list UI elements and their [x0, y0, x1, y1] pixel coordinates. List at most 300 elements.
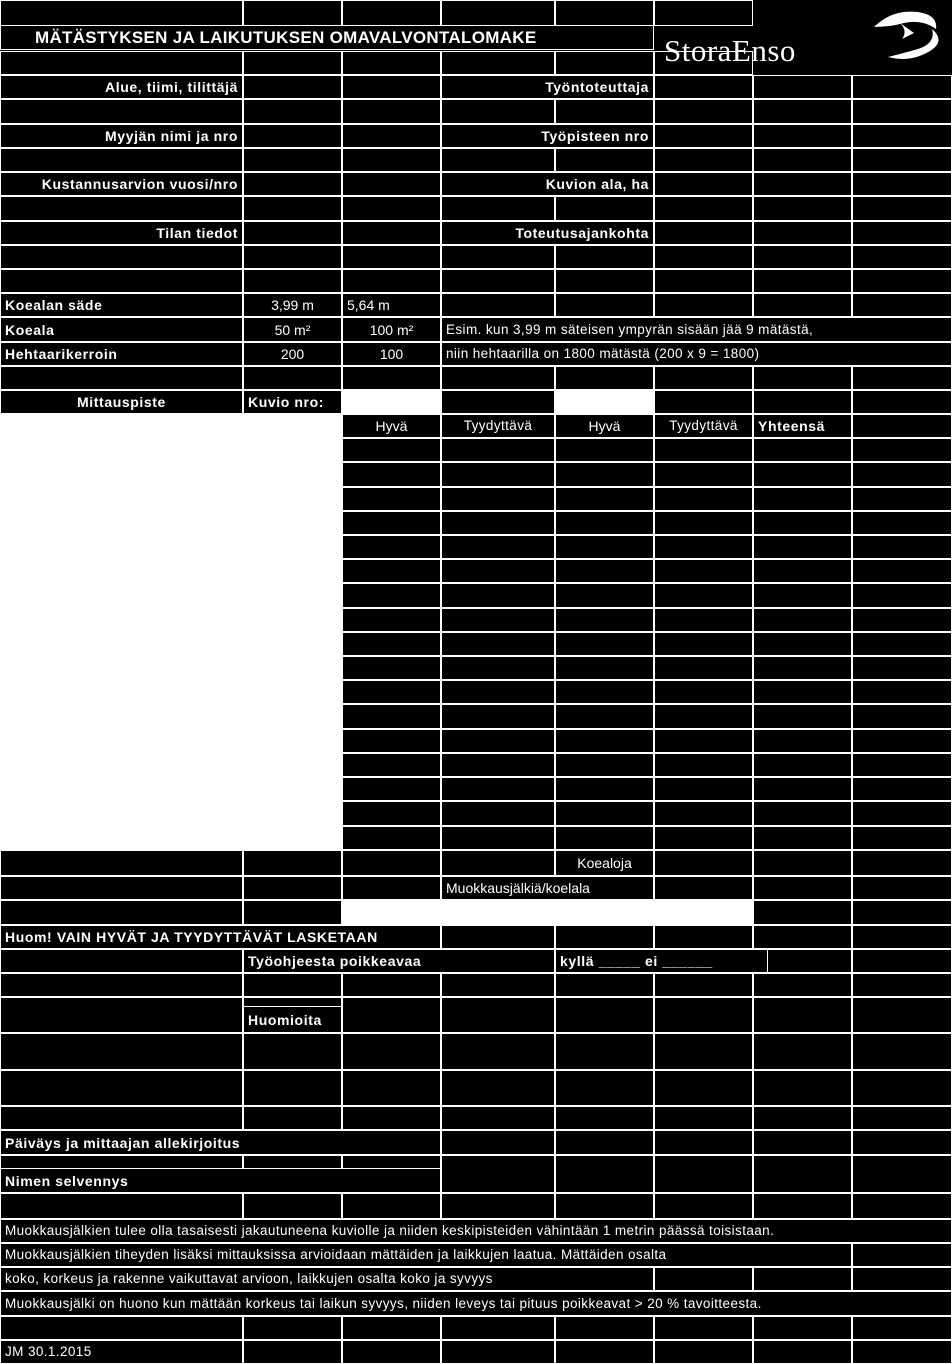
- grid-cell[interactable]: [852, 949, 952, 973]
- grid-cell[interactable]: [654, 1130, 753, 1155]
- grid-cell[interactable]: [654, 583, 753, 608]
- grid-cell[interactable]: [441, 1340, 555, 1364]
- grid-cell[interactable]: [654, 535, 753, 559]
- grid-cell[interactable]: [342, 487, 441, 511]
- grid-cell[interactable]: [654, 269, 753, 293]
- grid-cell[interactable]: [555, 269, 654, 293]
- grid-cell[interactable]: [753, 462, 852, 487]
- grid-cell[interactable]: [555, 1130, 654, 1155]
- grid-cell[interactable]: [852, 99, 952, 124]
- grid-cell[interactable]: [555, 293, 654, 317]
- grid-cell[interactable]: [753, 632, 852, 656]
- grid-cell[interactable]: [243, 172, 342, 196]
- grid-cell[interactable]: [852, 1033, 952, 1070]
- grid-cell[interactable]: [852, 75, 952, 99]
- grid-cell[interactable]: [441, 704, 555, 729]
- grid-cell[interactable]: [555, 1340, 654, 1364]
- grid-cell[interactable]: [654, 462, 753, 487]
- grid-cell[interactable]: [852, 269, 952, 293]
- grid-cell[interactable]: [654, 245, 753, 269]
- grid-cell[interactable]: [555, 51, 654, 75]
- grid-cell[interactable]: [342, 876, 441, 900]
- grid-cell[interactable]: [852, 632, 952, 656]
- grid-cell[interactable]: [555, 1193, 654, 1219]
- grid-cell[interactable]: [753, 293, 852, 317]
- grid-cell[interactable]: [243, 1033, 342, 1070]
- grid-cell[interactable]: [441, 390, 555, 414]
- grid-cell[interactable]: [342, 801, 441, 826]
- grid-cell[interactable]: [852, 559, 952, 583]
- grid-cell[interactable]: [555, 487, 654, 511]
- grid-cell[interactable]: [342, 124, 441, 148]
- grid-cell[interactable]: [0, 1106, 243, 1130]
- grid-cell[interactable]: [654, 1070, 753, 1106]
- grid-cell[interactable]: [342, 1106, 441, 1130]
- grid-cell[interactable]: [342, 196, 441, 221]
- grid-cell[interactable]: [753, 801, 852, 826]
- grid-cell[interactable]: [342, 608, 441, 632]
- grid-cell[interactable]: [342, 777, 441, 801]
- grid-cell[interactable]: [753, 269, 852, 293]
- grid-cell[interactable]: [852, 390, 952, 414]
- grid-cell[interactable]: [342, 99, 441, 124]
- grid-cell[interactable]: [654, 850, 753, 876]
- grid-cell[interactable]: [654, 876, 753, 900]
- grid-cell[interactable]: [753, 680, 852, 704]
- grid-cell[interactable]: [654, 511, 753, 535]
- grid-cell[interactable]: [852, 1106, 952, 1130]
- grid-cell[interactable]: [753, 245, 852, 269]
- grid-cell[interactable]: [654, 559, 753, 583]
- grid-cell[interactable]: [852, 1130, 952, 1155]
- grid-cell[interactable]: [243, 366, 342, 390]
- grid-cell[interactable]: [441, 1316, 555, 1340]
- grid-cell[interactable]: [654, 1106, 753, 1130]
- grid-cell[interactable]: [555, 1316, 654, 1340]
- grid-cell[interactable]: [441, 997, 555, 1033]
- grid-cell[interactable]: [0, 1193, 243, 1219]
- grid-cell[interactable]: [852, 1267, 952, 1291]
- grid-cell[interactable]: [555, 704, 654, 729]
- grid-cell[interactable]: [243, 1070, 342, 1106]
- kuvio-input-1[interactable]: [342, 390, 441, 414]
- grid-cell[interactable]: [654, 293, 753, 317]
- grid-cell[interactable]: [852, 221, 952, 245]
- grid-cell[interactable]: [753, 729, 852, 753]
- grid-cell[interactable]: [342, 462, 441, 487]
- grid-cell[interactable]: [852, 1316, 952, 1340]
- grid-cell[interactable]: [555, 1106, 654, 1130]
- grid-cell[interactable]: [243, 148, 342, 172]
- grid-cell[interactable]: [654, 1340, 753, 1364]
- grid-cell[interactable]: [852, 1340, 952, 1364]
- grid-cell[interactable]: [753, 559, 852, 583]
- grid-cell[interactable]: [0, 1316, 243, 1340]
- grid-cell[interactable]: [555, 559, 654, 583]
- grid-cell[interactable]: [441, 1106, 555, 1130]
- grid-cell[interactable]: [654, 196, 753, 221]
- grid-cell[interactable]: [243, 1106, 342, 1130]
- grid-cell[interactable]: [342, 680, 441, 704]
- grid-cell[interactable]: [753, 900, 852, 925]
- grid-cell[interactable]: [753, 124, 852, 148]
- grid-cell[interactable]: [555, 99, 654, 124]
- grid-cell[interactable]: [753, 1130, 852, 1155]
- grid-cell[interactable]: [654, 487, 753, 511]
- grid-cell[interactable]: [852, 704, 952, 729]
- grid-cell[interactable]: [753, 148, 852, 172]
- grid-cell[interactable]: [555, 245, 654, 269]
- grid-cell[interactable]: [243, 99, 342, 124]
- grid-cell[interactable]: [441, 632, 555, 656]
- grid-cell[interactable]: [852, 366, 952, 390]
- grid-cell[interactable]: [555, 656, 654, 680]
- grid-cell[interactable]: [342, 269, 441, 293]
- grid-cell[interactable]: [0, 99, 243, 124]
- grid-cell[interactable]: [555, 366, 654, 390]
- col-tyydyttava-1: Tyydyttävä: [441, 414, 555, 438]
- grid-cell[interactable]: [441, 826, 555, 850]
- muokkaus-result-bar[interactable]: [342, 900, 753, 925]
- grid-cell[interactable]: [342, 632, 441, 656]
- grid-cell[interactable]: [852, 535, 952, 559]
- grid-cell[interactable]: [243, 900, 342, 925]
- grid-cell[interactable]: [555, 753, 654, 777]
- grid-cell[interactable]: [441, 462, 555, 487]
- grid-cell[interactable]: [555, 535, 654, 559]
- grid-cell[interactable]: [753, 1070, 852, 1106]
- grid-cell[interactable]: [654, 973, 753, 997]
- grid-cell[interactable]: [0, 900, 243, 925]
- grid-cell[interactable]: [243, 51, 342, 75]
- grid-cell[interactable]: [342, 0, 441, 26]
- grid-cell[interactable]: [654, 390, 753, 414]
- grid-cell[interactable]: [0, 51, 243, 75]
- grid-cell[interactable]: [0, 997, 243, 1033]
- grid-cell[interactable]: [441, 293, 555, 317]
- grid-cell[interactable]: [852, 1193, 952, 1219]
- grid-cell[interactable]: [753, 511, 852, 535]
- grid-cell[interactable]: [0, 876, 243, 900]
- grid-cell[interactable]: [753, 487, 852, 511]
- grid-cell[interactable]: [0, 245, 243, 269]
- grid-cell[interactable]: [555, 1033, 654, 1070]
- grid-cell[interactable]: [441, 973, 555, 997]
- grid-cell[interactable]: [555, 680, 654, 704]
- grid-cell[interactable]: [342, 997, 441, 1033]
- grid-cell[interactable]: [555, 148, 654, 172]
- grid-cell[interactable]: [342, 704, 441, 729]
- grid-cell[interactable]: [753, 366, 852, 390]
- grid-cell[interactable]: [852, 511, 952, 535]
- grid-cell[interactable]: [243, 124, 342, 148]
- grid-cell[interactable]: [753, 75, 852, 99]
- grid-cell[interactable]: [555, 511, 654, 535]
- grid-cell[interactable]: [243, 876, 342, 900]
- grid-cell[interactable]: [555, 1155, 654, 1193]
- grid-cell[interactable]: [243, 269, 342, 293]
- grid-cell[interactable]: [342, 51, 441, 75]
- grid-cell[interactable]: [753, 1033, 852, 1070]
- grid-cell[interactable]: [441, 0, 555, 26]
- grid-cell[interactable]: [342, 826, 441, 850]
- grid-cell[interactable]: [441, 51, 555, 75]
- grid-cell[interactable]: [654, 801, 753, 826]
- grid-cell[interactable]: [441, 535, 555, 559]
- grid-cell[interactable]: [654, 221, 753, 245]
- grid-cell[interactable]: [654, 172, 753, 196]
- grid-cell[interactable]: [654, 777, 753, 801]
- grid-cell[interactable]: [342, 511, 441, 535]
- grid-cell[interactable]: [342, 172, 441, 196]
- grid-cell[interactable]: [441, 1070, 555, 1106]
- grid-cell[interactable]: [852, 608, 952, 632]
- grid-cell[interactable]: [654, 704, 753, 729]
- grid-cell[interactable]: [753, 925, 852, 949]
- grid-cell[interactable]: [441, 753, 555, 777]
- grid-cell[interactable]: [441, 925, 555, 949]
- grid-cell[interactable]: [441, 1193, 555, 1219]
- label-koealan-sade: Koealan säde: [0, 293, 243, 317]
- grid-cell[interactable]: [753, 826, 852, 850]
- grid-cell[interactable]: [441, 196, 555, 221]
- grid-cell[interactable]: [342, 1033, 441, 1070]
- grid-cell[interactable]: [654, 608, 753, 632]
- grid-cell[interactable]: [555, 196, 654, 221]
- grid-cell[interactable]: [0, 1033, 243, 1070]
- grid-cell[interactable]: [441, 850, 555, 876]
- grid-cell[interactable]: [753, 438, 852, 462]
- grid-cell[interactable]: [852, 1243, 952, 1267]
- grid-cell[interactable]: [852, 196, 952, 221]
- grid-cell[interactable]: [852, 1070, 952, 1106]
- grid-cell[interactable]: [342, 438, 441, 462]
- grid-cell[interactable]: [441, 1033, 555, 1070]
- grid-cell[interactable]: [654, 148, 753, 172]
- grid-cell[interactable]: [243, 221, 342, 245]
- grid-cell[interactable]: [852, 900, 952, 925]
- grid-cell[interactable]: [342, 753, 441, 777]
- grid-cell[interactable]: [852, 414, 952, 438]
- grid-cell[interactable]: [342, 729, 441, 753]
- grid-cell[interactable]: [0, 366, 243, 390]
- grid-cell[interactable]: [342, 535, 441, 559]
- grid-cell[interactable]: [342, 973, 441, 997]
- measurement-point-area[interactable]: [0, 414, 342, 850]
- grid-cell[interactable]: [555, 973, 654, 997]
- grid-cell[interactable]: [441, 801, 555, 826]
- grid-cell[interactable]: [441, 680, 555, 704]
- grid-cell[interactable]: [342, 1316, 441, 1340]
- grid-cell[interactable]: [342, 1193, 441, 1219]
- grid-cell[interactable]: [654, 1155, 753, 1193]
- grid-cell[interactable]: [441, 559, 555, 583]
- kuvio-input-2[interactable]: [555, 390, 654, 414]
- grid-cell[interactable]: [342, 1340, 441, 1364]
- grid-cell[interactable]: [852, 656, 952, 680]
- grid-cell[interactable]: [555, 729, 654, 753]
- grid-cell[interactable]: [852, 753, 952, 777]
- grid-cell[interactable]: [753, 1155, 852, 1193]
- grid-cell[interactable]: [753, 753, 852, 777]
- grid-cell[interactable]: [852, 997, 952, 1033]
- grid-cell[interactable]: [753, 583, 852, 608]
- grid-cell[interactable]: [342, 75, 441, 99]
- grid-cell[interactable]: [555, 777, 654, 801]
- grid-cell[interactable]: [0, 269, 243, 293]
- grid-cell[interactable]: [852, 245, 952, 269]
- grid-cell[interactable]: [441, 729, 555, 753]
- grid-cell[interactable]: [0, 1070, 243, 1106]
- grid-cell[interactable]: [555, 925, 654, 949]
- grid-cell[interactable]: [441, 608, 555, 632]
- grid-cell[interactable]: [852, 876, 952, 900]
- grid-cell[interactable]: [654, 75, 753, 99]
- grid-cell[interactable]: [555, 801, 654, 826]
- grid-cell[interactable]: [243, 1316, 342, 1340]
- grid-cell[interactable]: [441, 245, 555, 269]
- grid-cell[interactable]: [342, 221, 441, 245]
- grid-cell[interactable]: [555, 583, 654, 608]
- grid-cell[interactable]: [441, 487, 555, 511]
- grid-cell[interactable]: [753, 99, 852, 124]
- grid-cell[interactable]: [852, 801, 952, 826]
- grid-cell[interactable]: [243, 850, 342, 876]
- grid-cell[interactable]: [555, 462, 654, 487]
- grid-cell[interactable]: [753, 1316, 852, 1340]
- grid-cell[interactable]: [654, 729, 753, 753]
- grid-cell[interactable]: [852, 850, 952, 876]
- grid-cell[interactable]: [753, 997, 852, 1033]
- grid-cell[interactable]: [243, 0, 342, 26]
- grid-cell[interactable]: [654, 366, 753, 390]
- grid-cell[interactable]: [654, 1267, 753, 1291]
- grid-cell[interactable]: [753, 850, 852, 876]
- grid-cell[interactable]: [243, 245, 342, 269]
- grid-cell[interactable]: [852, 438, 952, 462]
- grid-cell[interactable]: [852, 680, 952, 704]
- grid-cell[interactable]: [441, 656, 555, 680]
- grid-cell[interactable]: [243, 1193, 342, 1219]
- col-hyva-2: Hyvä: [555, 414, 654, 438]
- grid-cell[interactable]: [555, 438, 654, 462]
- grid-cell[interactable]: [342, 656, 441, 680]
- footer-version: JM 30.1.2015: [0, 1340, 243, 1364]
- grid-cell[interactable]: [441, 511, 555, 535]
- grid-cell[interactable]: [441, 269, 555, 293]
- grid-cell[interactable]: [753, 777, 852, 801]
- grid-cell[interactable]: [852, 172, 952, 196]
- grid-cell[interactable]: [654, 826, 753, 850]
- grid-cell[interactable]: [654, 925, 753, 949]
- grid-cell[interactable]: [654, 632, 753, 656]
- grid-cell[interactable]: [753, 1267, 852, 1291]
- grid-cell[interactable]: [852, 973, 952, 997]
- grid-cell[interactable]: [342, 583, 441, 608]
- grid-cell[interactable]: [852, 729, 952, 753]
- grid-cell[interactable]: [0, 196, 243, 221]
- grid-cell[interactable]: [654, 997, 753, 1033]
- grid-cell[interactable]: [342, 1070, 441, 1106]
- grid-cell[interactable]: [654, 1033, 753, 1070]
- grid-cell[interactable]: [753, 1106, 852, 1130]
- grid-cell[interactable]: [0, 0, 243, 26]
- grid-cell[interactable]: [441, 777, 555, 801]
- grid-cell[interactable]: [852, 487, 952, 511]
- info-line-3: koko, korkeus ja rakenne vaikuttavat arvioon, laikkujen osalta koko ja syvyys: [0, 1267, 654, 1291]
- grid-cell[interactable]: [753, 1340, 852, 1364]
- grid-cell[interactable]: [342, 245, 441, 269]
- grid-cell[interactable]: [441, 366, 555, 390]
- grid-cell[interactable]: [654, 656, 753, 680]
- grid-cell[interactable]: [654, 124, 753, 148]
- grid-cell[interactable]: [0, 973, 243, 997]
- grid-cell[interactable]: [555, 997, 654, 1033]
- grid-cell[interactable]: [753, 172, 852, 196]
- grid-cell[interactable]: [243, 973, 342, 997]
- grid-cell[interactable]: [243, 1340, 342, 1364]
- grid-cell[interactable]: [0, 148, 243, 172]
- grid-cell[interactable]: [753, 608, 852, 632]
- grid-cell[interactable]: [0, 949, 243, 973]
- grid-cell[interactable]: [555, 632, 654, 656]
- grid-cell[interactable]: [753, 390, 852, 414]
- grid-cell[interactable]: [441, 438, 555, 462]
- grid-cell[interactable]: [852, 1155, 952, 1193]
- grid-cell[interactable]: [342, 559, 441, 583]
- grid-cell[interactable]: [441, 148, 555, 172]
- grid-cell[interactable]: [852, 462, 952, 487]
- grid-cell[interactable]: [852, 124, 952, 148]
- grid-cell[interactable]: [753, 876, 852, 900]
- grid-cell[interactable]: [441, 99, 555, 124]
- grid-cell[interactable]: [243, 75, 342, 99]
- grid-cell[interactable]: [654, 1193, 753, 1219]
- grid-cell[interactable]: [753, 656, 852, 680]
- grid-cell[interactable]: [852, 583, 952, 608]
- grid-cell[interactable]: [852, 293, 952, 317]
- grid-cell[interactable]: [753, 973, 852, 997]
- grid-cell[interactable]: [654, 438, 753, 462]
- grid-cell[interactable]: [441, 583, 555, 608]
- grid-cell[interactable]: [753, 1193, 852, 1219]
- grid-cell[interactable]: [753, 221, 852, 245]
- grid-cell[interactable]: [0, 850, 243, 876]
- grid-cell[interactable]: [555, 608, 654, 632]
- grid-cell[interactable]: [852, 777, 952, 801]
- grid-cell[interactable]: [753, 196, 852, 221]
- grid-cell[interactable]: [243, 196, 342, 221]
- grid-cell[interactable]: [852, 925, 952, 949]
- grid-cell[interactable]: [555, 0, 654, 26]
- grid-cell[interactable]: [753, 535, 852, 559]
- grid-cell[interactable]: [555, 1070, 654, 1106]
- label-paivays: Päiväys ja mittaajan allekirjoitus: [0, 1130, 441, 1155]
- grid-cell[interactable]: [654, 99, 753, 124]
- grid-cell[interactable]: [852, 826, 952, 850]
- grid-cell[interactable]: [342, 850, 441, 876]
- grid-cell[interactable]: [654, 1316, 753, 1340]
- grid-cell[interactable]: [441, 1130, 555, 1155]
- grid-cell[interactable]: [654, 680, 753, 704]
- grid-cell[interactable]: [441, 1155, 555, 1193]
- grid-cell[interactable]: [342, 366, 441, 390]
- grid-cell[interactable]: [555, 826, 654, 850]
- grid-cell[interactable]: [342, 148, 441, 172]
- grid-cell[interactable]: [753, 704, 852, 729]
- grid-cell[interactable]: [654, 753, 753, 777]
- grid-cell[interactable]: [852, 148, 952, 172]
